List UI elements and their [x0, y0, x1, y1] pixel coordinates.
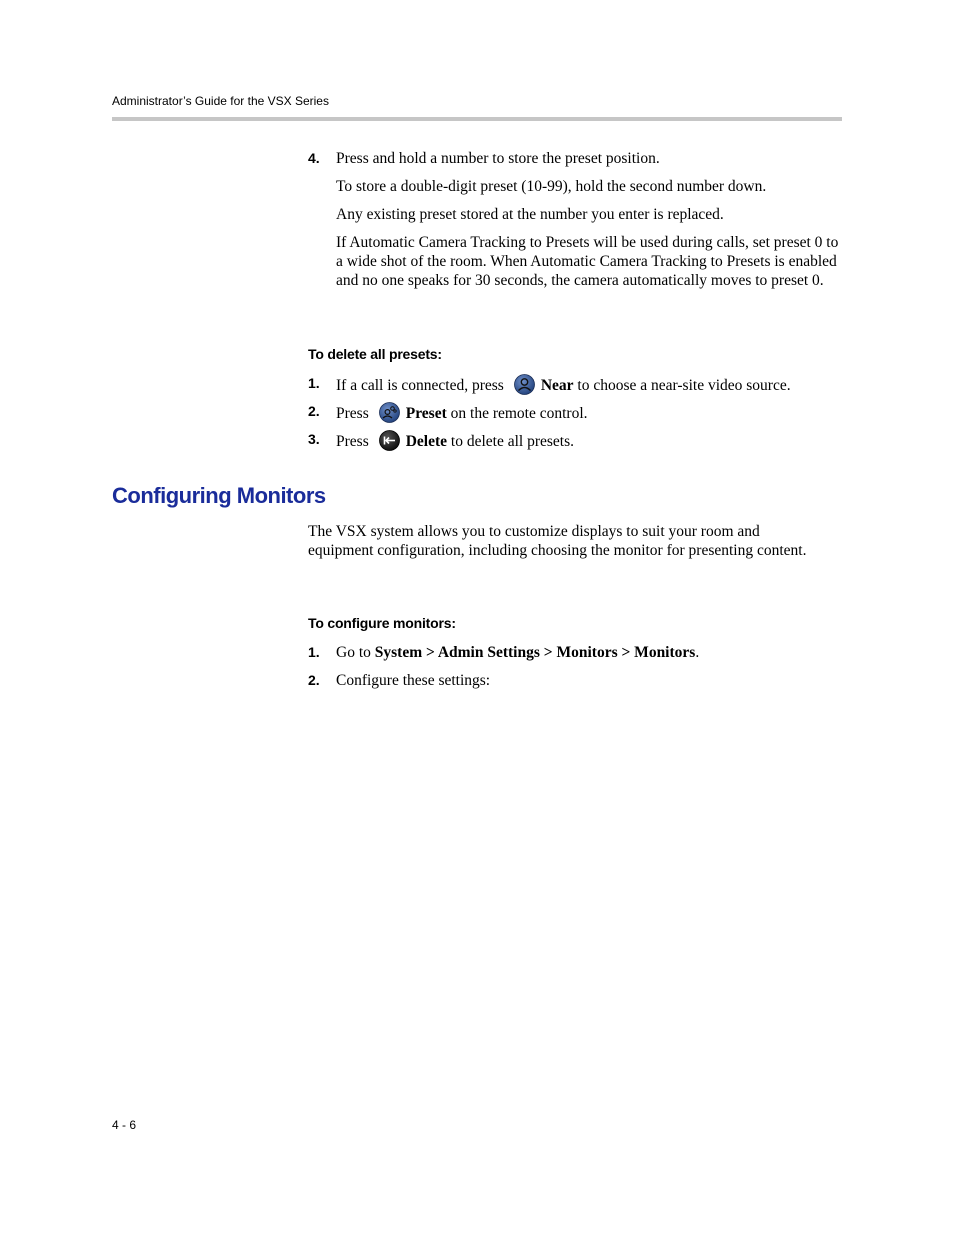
step-text-after: .	[695, 644, 700, 661]
step-text-after: to delete all presets.	[450, 433, 575, 450]
step-number: 2.	[308, 672, 320, 688]
step-text-after: to choose a near-site video source.	[577, 377, 791, 394]
step-number: 1.	[308, 644, 320, 660]
step-text-before: Press	[336, 405, 369, 422]
header-rule	[112, 117, 842, 121]
step-number: 2.	[308, 403, 320, 419]
step-text-after: on the remote control.	[450, 405, 588, 422]
step-number: 4.	[308, 150, 320, 166]
step-number: 3.	[308, 431, 320, 447]
step-bold: Near	[540, 377, 574, 394]
configure-monitors-heading: To configure monitors:	[308, 615, 456, 631]
section-intro: The VSX system allows you to customize displays to suit your room and equipment configuration, including choosing the monitor for presenting content.	[308, 523, 807, 559]
near-icon	[514, 374, 535, 395]
delete-presets-heading: To delete all presets:	[308, 346, 442, 362]
step-text-before: If a call is connected, press	[336, 377, 504, 394]
step-4-note-3: If Automatic Camera Tracking to Presets will be used during calls, set preset 0 to a wide shot of the room. When Automatic Camera Tracking to Presets is enabled and no one speaks for 30 seconds, the camera automatically moves to preset 0.	[336, 234, 839, 289]
step-bold: Delete	[405, 433, 448, 450]
step-number: 1.	[308, 375, 320, 391]
delete-icon	[379, 430, 400, 451]
step-4-note-2: Any existing preset stored at the number you enter is replaced.	[336, 206, 724, 223]
step-text: Configure these settings:	[336, 672, 491, 689]
step-text: Press and hold a number to store the preset position.	[336, 150, 660, 167]
step-text-before: Go to	[336, 644, 371, 661]
step-text-before: Press	[336, 433, 369, 450]
section-title: Configuring Monitors	[112, 483, 326, 508]
step-4-note-1: To store a double-digit preset (10-99), hold the second number down.	[336, 178, 767, 195]
step-bold: Preset	[405, 405, 447, 422]
preset-icon	[379, 402, 400, 423]
page-number: 4 - 6	[112, 1118, 137, 1132]
running-header: Administrator’s Guide for the VSX Series	[112, 94, 329, 108]
menu-path: System > Admin Settings > Monitors > Monitors	[374, 644, 696, 661]
